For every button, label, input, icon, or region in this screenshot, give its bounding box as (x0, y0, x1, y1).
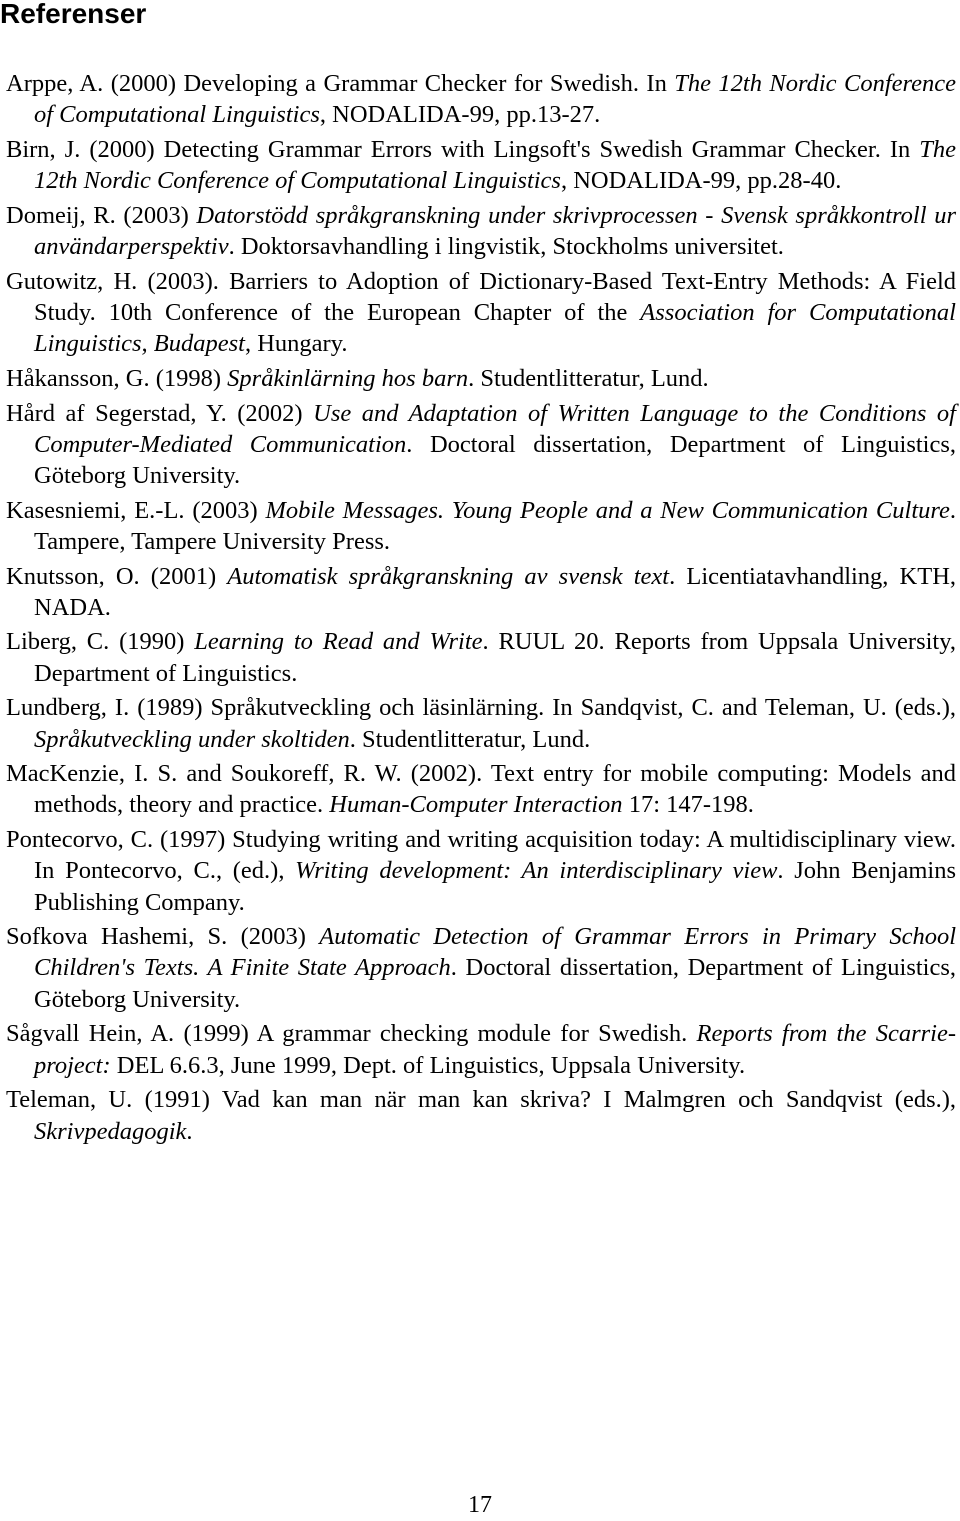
reference-text: . Tampere, Tampere University Press. (34, 496, 957, 555)
reference-title: Use and Adaptation of Written Language to the Conditions of Computer-Mediated Communication (34, 399, 956, 458)
reference-text: . John Benjamins Publishing Company. (34, 857, 956, 916)
reference-text: . RUUL 20. Reports from Uppsala University, Department of Linguistics. (34, 628, 956, 687)
reference-text: Barriers to Adoption of Dictionary-Based Text-Entry Methods: A Field Study. 10th Conference of the European Chapter of the (34, 267, 957, 326)
reference-text: , NODALIDA-99, pp.13-27. (319, 101, 601, 129)
reference-text (184, 628, 194, 655)
reference-text: 17: 147-198. (622, 791, 754, 819)
reference-title: Mobile Messages. Young People and a New Communication Culture (265, 496, 950, 524)
reference-year: (1990) (119, 628, 185, 656)
reference-entry (6, 495, 956, 557)
reference-title: Association for Computational Linguistics, Budapest (34, 298, 956, 358)
reference-authors: Pontecorvo, C. (6, 826, 154, 854)
reference-text: , NODALIDA-99, pp.28-40. (560, 167, 842, 195)
reference-title: Human-Computer Interaction (329, 791, 623, 819)
page-number: 17 (468, 1492, 492, 1518)
reference-entry (6, 1084, 956, 1146)
reference-text: . Licentiatavhandling, KTH, NADA. (34, 562, 957, 621)
reference-authors: Sofkova Hashemi, S. (6, 923, 228, 951)
reference-text: Studying writing and writing acquisition today: A multidisciplinary view. In Pontecorvo, C., (ed.), (34, 826, 957, 885)
reference-year: (2001) (150, 562, 217, 590)
reference-text: A grammar checking module for Swedish. (248, 1020, 697, 1048)
reference-authors: Gutowitz, H. (6, 267, 138, 295)
page-heading: Referenser (0, 0, 147, 29)
reference-entry (6, 758, 956, 820)
reference-year: (2002). (410, 760, 483, 788)
reference-year: (1989) (137, 694, 203, 722)
reference-title: Automatisk språkgranskning av svensk text (227, 562, 670, 590)
reference-entry (6, 921, 956, 1015)
reference-entry (6, 363, 956, 394)
reference-text: . Doctoral dissertation, Department of Linguistics, Göteborg University. (34, 430, 956, 489)
reference-text: . (186, 1117, 193, 1145)
reference-year: (1991) (144, 1086, 210, 1114)
reference-year: (2002) (237, 399, 303, 427)
reference-text: Detecting Grammar Errors with Lingsoft's Swedish Grammar Checker. In (154, 135, 920, 163)
reference-text (216, 563, 227, 590)
reference-authors: Kasesniemi, E.-L. (6, 496, 185, 524)
reference-entry (6, 1018, 956, 1080)
reference-title: Datorstödd språkgranskning under skrivprocessen - Svensk språkkontroll ur användarperspektiv (34, 201, 956, 261)
reference-authors: Teleman, U. (6, 1086, 133, 1114)
reference-title: Skrivpedagogik (34, 1117, 187, 1145)
reference-text: DEL 6.6.3, June 1999, Dept. of Linguistics, Uppsala University. (110, 1051, 746, 1079)
reference-authors: Sågvall Hein, A. (6, 1020, 175, 1048)
reference-text: Vad kan man när man kan skriva? I Malmgren och Sandqvist (eds.), (209, 1086, 957, 1114)
reference-entry (6, 68, 956, 130)
reference-year: (2000) (89, 135, 155, 163)
reference-year: (2003) (240, 923, 306, 951)
reference-list (6, 68, 956, 1150)
reference-title: Learning to Read and Write (194, 628, 483, 656)
reference-text: . Doctoral dissertation, Department of Linguistics, Göteborg University. (34, 954, 956, 1013)
reference-entry (6, 561, 956, 623)
reference-title: Språkinlärning hos barn (227, 364, 469, 392)
reference-entry (6, 266, 956, 360)
reference-entry (6, 824, 956, 918)
reference-authors: Hård af Segerstad, Y. (6, 399, 227, 427)
reference-authors: Domeij, R. (6, 201, 116, 229)
reference-title: Writing development: An interdisciplinary view (295, 857, 778, 885)
reference-authors: MacKenzie, I. S. and Soukoreff, R. W. (6, 760, 402, 788)
reference-entry (6, 626, 956, 688)
reference-text: , Hungary. (244, 330, 348, 358)
reference-year: (1999) (183, 1020, 249, 1048)
reference-authors: Birn, J. (6, 135, 81, 163)
reference-entry (6, 692, 956, 754)
reference-year: (2003). (147, 267, 219, 295)
reference-entry (6, 134, 956, 196)
reference-title: The 12th Nordic Conference of Computational Linguistics (34, 70, 957, 129)
reference-title: The 12th Nordic Conference of Computational Linguistics (34, 135, 956, 195)
reference-title: Automatic Detection of Grammar Errors in Primary School Children's Texts. A Finite State Approach (34, 923, 957, 982)
reference-authors: Lundberg, I. (6, 694, 130, 722)
reference-title: Reports from the Scarrie-project: (34, 1020, 956, 1079)
reference-text (303, 400, 314, 427)
reference-text: Developing a Grammar Checker for Swedish. In (176, 70, 675, 97)
reference-text: Text entry for mobile computing: Models and methods, theory and practice. (34, 760, 957, 819)
reference-authors: Håkansson, G. (6, 364, 150, 392)
reference-authors: Liberg, C. (6, 628, 110, 656)
reference-text: . Studentlitteratur, Lund. (349, 725, 591, 753)
reference-year: (2003) (192, 496, 258, 524)
reference-year: (2003) (123, 201, 189, 229)
reference-year: (1997) (159, 826, 226, 854)
reference-authors: Arppe, A. (6, 70, 104, 97)
reference-year: (2000) (110, 70, 177, 97)
reference-year: (1998) (155, 364, 222, 392)
reference-title: Språkutveckling under skoltiden (34, 725, 350, 753)
reference-text: . Studentlitteratur, Lund. (468, 364, 709, 392)
reference-entry (6, 200, 956, 262)
reference-entry (6, 398, 956, 492)
reference-text: Språkutveckling och läsinlärning. In Sandqvist, C. and Teleman, U. (eds.), (202, 694, 956, 722)
reference-text (306, 923, 319, 950)
reference-text: . Doktorsavhandling i lingvistik, Stockholms universitet. (228, 233, 784, 261)
reference-authors: Knutsson, O. (6, 562, 140, 590)
